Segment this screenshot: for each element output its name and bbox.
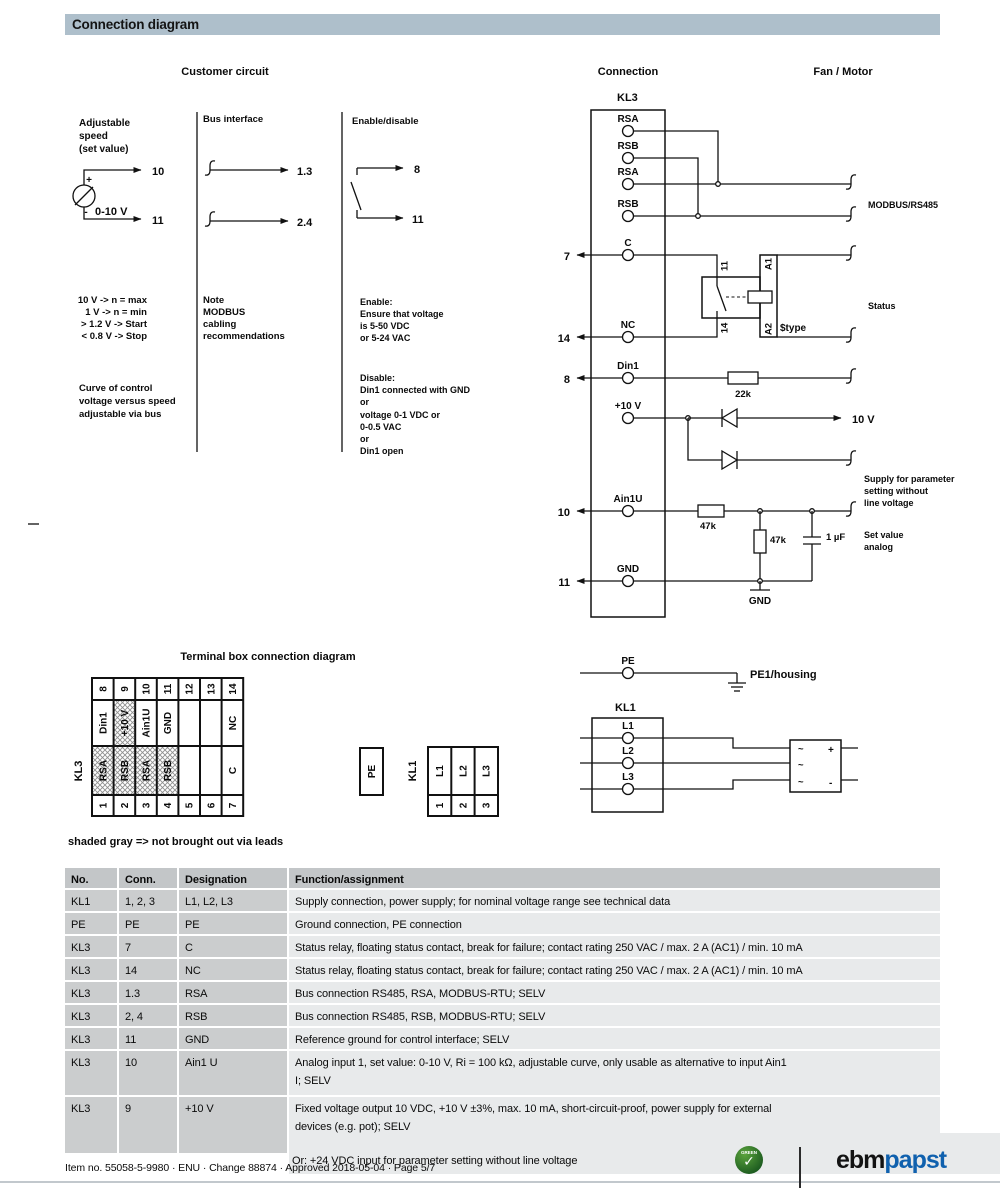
note: Note xyxy=(203,295,225,306)
pin-2-4: 2.4 xyxy=(297,217,313,229)
terminal-gnd: GND xyxy=(616,564,640,575)
resistor-22k-icon xyxy=(728,372,758,384)
kl1-block xyxy=(580,702,858,812)
function-line-1: Fixed voltage output 10 VDC, +10 V ±3%, max. 10 mA, short-circuit-proof, power supply for external xyxy=(295,1103,772,1115)
cell-function: Status relay, floating status contact, break for failure; contact rating 250 VAC / max. 2 A (AC1) / min. 10 mA xyxy=(289,959,940,980)
terminal-ain1u: Ain1U xyxy=(613,494,643,505)
badge-text: GREEN xyxy=(740,1150,757,1155)
label-kl1: KL1 xyxy=(615,702,636,714)
pin-8: 8 xyxy=(563,374,570,386)
cell-conn: 2, 4 xyxy=(119,1005,177,1026)
pin-7: 7 xyxy=(563,251,570,263)
shaded-gray-note: shaded gray => not brought out via leads xyxy=(68,836,284,848)
cell-designation: Ain1 U xyxy=(179,1051,287,1095)
note: voltage versus speed xyxy=(79,396,176,407)
junction-dot xyxy=(716,182,721,187)
cell: RSB xyxy=(119,759,131,782)
label-status: Status xyxy=(868,301,896,311)
cell: RSA xyxy=(98,759,110,782)
cell-function: Bus connection RS485, RSB, MODBUS-RTU; SELV xyxy=(289,1005,940,1026)
tilde-symbol: ~ xyxy=(798,744,804,755)
note: cabling xyxy=(203,319,237,330)
label: Bus interface xyxy=(203,114,264,125)
cell: 3 xyxy=(141,802,153,809)
bus-interface-block xyxy=(203,114,313,342)
cell-designation: GND xyxy=(179,1028,287,1049)
cell-no: KL3 xyxy=(65,1005,117,1026)
note: setting without xyxy=(864,486,928,496)
cell-designation: RSA xyxy=(179,982,287,1003)
relay-pin-14: 14 xyxy=(719,322,731,334)
cell: 14 xyxy=(227,683,239,695)
pin-14: 14 xyxy=(557,333,570,345)
pin-assignment-table xyxy=(65,868,940,1153)
note: < 0.8 V -> Stop xyxy=(81,331,147,342)
cell-function: Supply connection, power supply; for nominal voltage range see technical data xyxy=(289,890,940,911)
cell-conn: 1, 2, 3 xyxy=(119,890,177,911)
ebmpapst-logo xyxy=(836,1146,946,1175)
cell-no: KL1 xyxy=(65,890,117,911)
header-customer-circuit: Customer circuit xyxy=(181,66,269,78)
cell-conn: 7 xyxy=(119,936,177,957)
logo-ebm: ebm xyxy=(836,1146,885,1174)
note: Supply for parameter xyxy=(864,474,955,484)
label-gnd: GND xyxy=(748,596,772,607)
cell: 8 xyxy=(98,686,110,692)
note: Din1 connected with GND xyxy=(360,385,471,395)
lead-hook-icon xyxy=(205,161,215,175)
cell: Ain1U xyxy=(141,708,153,738)
label: Enable/disable xyxy=(352,116,419,127)
plus-sign: + xyxy=(828,745,834,756)
ground-icon xyxy=(728,673,746,691)
note: line voltage xyxy=(864,498,914,508)
label-type: $type xyxy=(780,323,807,334)
note: Curve of control xyxy=(79,383,153,394)
relay-contact-blade xyxy=(717,286,726,311)
cell: L2 xyxy=(458,765,470,777)
cell: 7 xyxy=(227,802,239,809)
label-22k: 22k xyxy=(735,389,751,400)
note: Set value xyxy=(864,530,904,540)
label-modbus-rs485: MODBUS/RS485 xyxy=(868,200,939,210)
switch-blade-icon xyxy=(351,182,361,210)
cell: 2 xyxy=(458,802,470,809)
greentech-badge-icon xyxy=(735,1146,763,1174)
note: > 1.2 V -> Start xyxy=(80,319,147,330)
label-kl3: KL3 xyxy=(72,760,85,782)
diode-icon xyxy=(722,451,737,469)
pin-11: 11 xyxy=(412,214,424,226)
label-l3: L3 xyxy=(622,772,634,783)
cell-no: KL3 xyxy=(65,1028,117,1049)
label-1uf: 1 µF xyxy=(826,532,846,543)
lead-hook-icon xyxy=(846,451,856,465)
cell-function: Status relay, floating status contact, break for failure; contact rating 250 VAC / max. 2 A (AC1) / min. 10 mA xyxy=(289,936,940,957)
terminal-rsa: RSA xyxy=(617,167,639,178)
function-line-2: I; SELV xyxy=(295,1075,331,1087)
cell: 1 xyxy=(435,802,447,809)
cell: Din1 xyxy=(98,712,110,734)
note: 0-0.5 VAC xyxy=(360,422,402,432)
or-24vdc-note: Or: +24 VDC input for parameter setting without line voltage xyxy=(292,1155,578,1167)
note: recommendations xyxy=(203,331,285,342)
cell-designation: PE xyxy=(179,913,287,934)
cell: 11 xyxy=(163,683,175,695)
cell: +10 V xyxy=(119,709,131,737)
plus-sign: + xyxy=(86,175,92,186)
terminal-rsb: RSB xyxy=(617,199,639,210)
cell: 9 xyxy=(119,686,131,692)
cell-conn: 11 xyxy=(119,1028,177,1049)
terminal-rsb: RSB xyxy=(617,141,639,152)
note: Enable: xyxy=(360,297,393,307)
cell: 2 xyxy=(119,802,131,809)
cell-designation: C xyxy=(179,936,287,957)
note: Ensure that voltage xyxy=(360,309,444,319)
col-header-function: Function/assignment xyxy=(289,868,940,888)
terminal-nc: NC xyxy=(620,320,636,331)
cell-designation: L1, L2, L3 xyxy=(179,890,287,911)
minus-sign: - xyxy=(84,207,88,218)
adjustable-speed-block xyxy=(73,118,176,420)
lead-hook-icon xyxy=(846,328,856,342)
tilde-symbol: ~ xyxy=(798,777,804,788)
lead-hook-icon xyxy=(205,212,215,226)
cell: GND xyxy=(163,711,175,735)
terminal-box-diagram xyxy=(68,651,498,848)
note: voltage 0-1 VDC or xyxy=(360,410,441,420)
cell-no: KL3 xyxy=(65,1097,117,1153)
checkmark-icon: ✓ xyxy=(743,1153,755,1169)
lead-hook-icon xyxy=(846,246,856,260)
lead-hook-icon xyxy=(846,369,856,383)
cell: 10 xyxy=(141,683,153,695)
cell: RSB xyxy=(163,759,175,782)
note: Din1 open xyxy=(360,446,404,456)
pin-8: 8 xyxy=(414,164,421,176)
cell: 4 xyxy=(163,802,175,809)
cell-conn: 14 xyxy=(119,959,177,980)
pe-block xyxy=(580,656,817,691)
cell-conn: 9 xyxy=(119,1097,177,1153)
cell: RSA xyxy=(141,759,153,782)
note: analog xyxy=(864,542,894,552)
note: is 5-50 VDC xyxy=(360,321,410,331)
cell: L3 xyxy=(481,765,493,777)
note: or xyxy=(360,434,369,444)
col-header-designation: Designation xyxy=(179,868,287,888)
cell-conn: 1.3 xyxy=(119,982,177,1003)
cell-conn: 10 xyxy=(119,1051,177,1095)
label: (set value) xyxy=(79,144,129,155)
cell: 6 xyxy=(206,802,218,809)
resistor-47k-icon xyxy=(698,505,724,517)
relay-pin-a2: A2 xyxy=(763,322,775,336)
lead-hook-icon xyxy=(846,175,856,189)
cell-conn: PE xyxy=(119,913,177,934)
logo-papst: papst xyxy=(884,1146,947,1174)
label-kl1: KL1 xyxy=(406,760,419,782)
col-header-no: No. xyxy=(65,868,117,888)
cell-no: KL3 xyxy=(65,982,117,1003)
kl3-terminal-block xyxy=(558,92,955,617)
label-pe: PE xyxy=(621,656,635,667)
note: or xyxy=(360,397,369,407)
cell-designation: RSB xyxy=(179,1005,287,1026)
label-l1: L1 xyxy=(622,721,634,732)
relay-coil-icon xyxy=(748,291,772,303)
function-line-2: devices (e.g. pot); SELV xyxy=(295,1121,411,1133)
note: or 5-24 VAC xyxy=(360,333,411,343)
lead-hook-icon xyxy=(846,207,856,221)
header-fan-motor: Fan / Motor xyxy=(813,66,873,78)
resistor-47k-vertical-icon xyxy=(754,530,766,553)
pin-1-3: 1.3 xyxy=(297,166,313,178)
page-bottom-rule xyxy=(0,1181,1000,1183)
page-title: Connection diagram xyxy=(72,17,199,32)
terminal-c: C xyxy=(624,238,632,249)
minus-sign: - xyxy=(829,778,833,789)
label-pe1-housing: PE1/housing xyxy=(750,669,817,681)
cell: 1 xyxy=(98,802,110,809)
note: adjustable via bus xyxy=(79,409,162,420)
cell: 3 xyxy=(481,802,493,809)
terminal-rsa: RSA xyxy=(617,114,639,125)
label-10v-out: 10 V xyxy=(852,414,875,426)
cell: NC xyxy=(227,715,239,731)
function-line-1: Analog input 1, set value: 0-10 V, Ri = 100 kΩ, adjustable curve, only usable as alternative to input Ain1 xyxy=(295,1057,787,1069)
terminal-l1 xyxy=(623,733,634,744)
cell-function: Reference ground for control interface; SELV xyxy=(289,1028,940,1049)
note: MODBUS xyxy=(203,307,246,318)
pin-11: 11 xyxy=(558,577,570,589)
terminal-din1: Din1 xyxy=(617,361,639,372)
junction-dot xyxy=(696,214,701,219)
pin-10: 10 xyxy=(152,166,165,178)
cell-designation: +10 V xyxy=(179,1097,287,1153)
item-number-line: Item no. 55058-5-9980 · ENU · Change 88874 · Approved 2018-05-04 · Page 5/7 xyxy=(65,1162,436,1174)
label-l2: L2 xyxy=(622,746,634,757)
terminal-10v: +10 V xyxy=(614,401,642,412)
relay-pin-a1: A1 xyxy=(763,257,775,271)
capacitor-icon xyxy=(803,511,821,581)
cell-function: Bus connection RS485, RSA, MODBUS-RTU; SELV xyxy=(289,982,940,1003)
note: 1 V -> n = min xyxy=(85,307,147,318)
pin-11: 11 xyxy=(152,215,164,227)
terminal-l3 xyxy=(623,784,634,795)
ground-icon xyxy=(750,581,770,590)
lead-hook-icon xyxy=(846,502,856,516)
cell: C xyxy=(227,766,239,775)
diode-icon xyxy=(722,409,737,427)
terminal-l2 xyxy=(623,758,634,769)
cell-no: KL3 xyxy=(65,959,117,980)
cell-no: KL3 xyxy=(65,936,117,957)
relay-pin-11: 11 xyxy=(719,260,731,272)
col-header-conn: Conn. xyxy=(119,868,177,888)
cell-no: PE xyxy=(65,913,117,934)
terminal-box-title: Terminal box connection diagram xyxy=(180,651,356,663)
footer-divider xyxy=(799,1147,801,1188)
label-kl3: KL3 xyxy=(617,92,638,104)
label: Adjustable xyxy=(79,118,131,129)
header-connection: Connection xyxy=(597,66,659,78)
cell-no: KL3 xyxy=(65,1051,117,1095)
cell-function: Ground connection, PE connection xyxy=(289,913,940,934)
cell-function xyxy=(289,1097,940,1153)
pin-10: 10 xyxy=(557,507,570,519)
cell-pe: PE xyxy=(367,764,378,779)
cell: 5 xyxy=(184,802,196,809)
terminal-pe xyxy=(623,668,634,679)
cell: 12 xyxy=(184,683,196,695)
cell: L1 xyxy=(435,765,447,777)
label-47k: 47k xyxy=(700,521,716,532)
label-47k: 47k xyxy=(770,535,786,546)
cell-function xyxy=(289,1051,940,1095)
kl3-terminals xyxy=(614,114,643,587)
label-0-10v: 0-10 V xyxy=(95,206,128,218)
cell: 13 xyxy=(206,683,218,695)
tilde-symbol: ~ xyxy=(798,760,804,771)
note: 10 V -> n = max xyxy=(77,295,147,306)
note: Disable: xyxy=(360,373,396,383)
cell-designation: NC xyxy=(179,959,287,980)
label: speed xyxy=(79,131,108,142)
enable-disable-block xyxy=(351,116,471,456)
